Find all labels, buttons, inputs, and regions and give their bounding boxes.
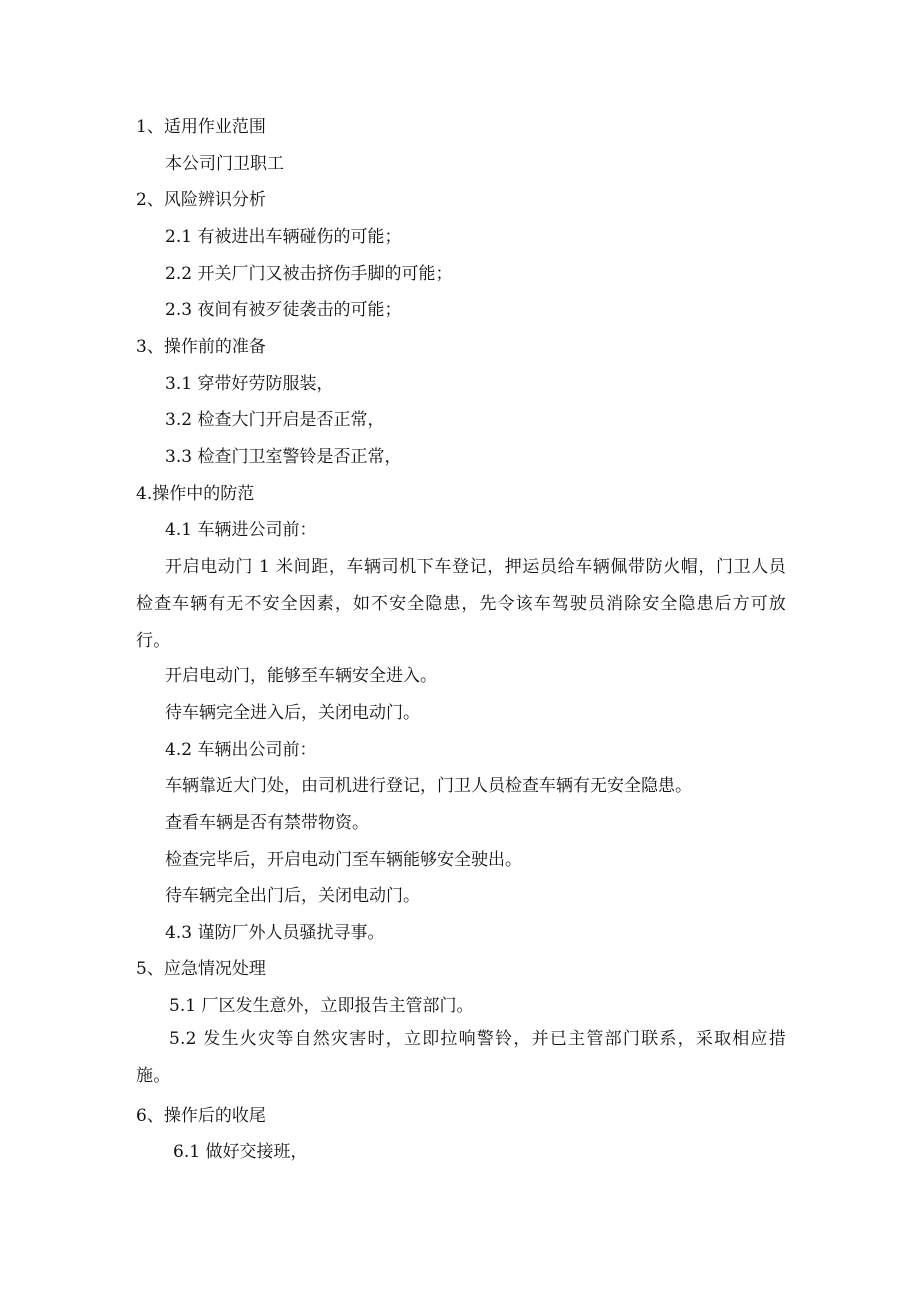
emergency-item-5-2: 5.2 发生火灾等自然灾害时，立即拉响警铃，并已主管部门联系，采取相应措施。: [136, 1029, 786, 1086]
section-heading-closing: 6、操作后的收尾: [136, 1106, 266, 1126]
prevention-item-4-2: 4.2 车辆出公司前：: [165, 740, 317, 760]
closing-item-6-1: 6.1 做好交接班，: [173, 1142, 308, 1162]
entry-step-close-gate: 待车辆完全进入后，关闭电动门。: [165, 703, 420, 723]
entry-procedure-paragraph: 开启电动门 1 米间距，车辆司机下车登记，押运员给车辆佩带防火帽，门卫人员检查车辆有无不安全因素，如不安全隐患，先令该车驾驶员消除安全隐患后方可放行。: [136, 557, 786, 651]
risk-item-2-1: 2.1 有被进出车辆碰伤的可能；: [165, 227, 402, 247]
exit-step-open-gate: 检查完毕后，开启电动门至车辆能够安全驶出。: [165, 850, 522, 870]
section-heading-risk: 2、风险辨识分析: [136, 190, 266, 210]
entry-step-open-gate: 开启电动门，能够至车辆安全进入。: [165, 666, 437, 686]
preparation-item-3-3: 3.3 检查门卫室警铃是否正常，: [165, 447, 402, 467]
risk-item-2-2: 2.2 开关厂门又被击挤伤手脚的可能；: [165, 264, 453, 284]
emergency-item-5-1: 5.1 厂区发生意外，立即报告主管部门。: [169, 996, 474, 1016]
section-heading-preparation: 3、操作前的准备: [136, 337, 266, 357]
exit-step-close-gate: 待车辆完全出门后，关闭电动门。: [165, 886, 420, 906]
preparation-item-3-1: 3.1 穿带好劳防服装，: [165, 374, 334, 394]
section-heading-scope: 1、适用作业范围: [136, 117, 266, 137]
exit-step-inspect-goods: 查看车辆是否有禁带物资。: [165, 813, 369, 833]
scope-text: 本公司门卫职工: [165, 154, 284, 174]
section-heading-emergency: 5、应急情况处理: [136, 959, 266, 979]
prevention-item-4-1: 4.1 车辆进公司前：: [165, 520, 317, 540]
exit-step-register: 车辆靠近大门处，由司机进行登记，门卫人员检查车辆有无安全隐患。: [165, 776, 692, 796]
prevention-item-4-3: 4.3 谨防厂外人员骚扰寻事。: [165, 923, 385, 943]
risk-item-2-3: 2.3 夜间有被歹徒袭击的可能；: [165, 300, 402, 320]
preparation-item-3-2: 3.2 检查大门开启是否正常，: [165, 410, 385, 430]
section-heading-prevention: 4.操作中的防范: [136, 484, 255, 504]
